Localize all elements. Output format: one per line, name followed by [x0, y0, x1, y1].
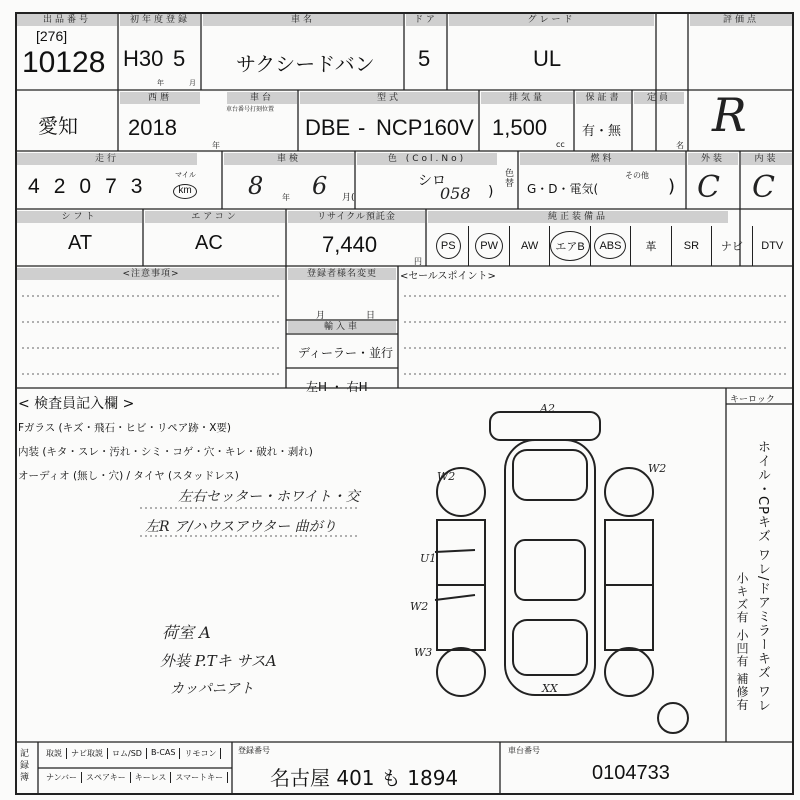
mileage-unit-top: マイル — [175, 171, 196, 179]
equipment-label: ナビ — [720, 241, 743, 253]
header-chassis-no: 車台番号 — [508, 746, 540, 755]
inspection-month: 6 — [312, 172, 328, 200]
owner-month: 月 — [316, 311, 326, 321]
shift-value: AT — [68, 232, 93, 254]
diagram-mark: A2 — [540, 402, 555, 415]
recycle-value: 7,440 — [322, 232, 378, 257]
lot-box: [276] — [36, 28, 68, 44]
handwritten-note: 左右セッター・ホワイト・交 — [178, 489, 360, 505]
equipment-label: 革 — [645, 241, 657, 253]
model-value: NCP160V — [376, 115, 474, 140]
accessory-label: キーレス — [131, 772, 172, 783]
model-prefix: DBE — [305, 115, 351, 140]
header-first-reg: 初年度登録 — [120, 14, 200, 26]
keylock-label: キーロック — [730, 395, 775, 405]
header-aircon: エアコン — [145, 211, 285, 223]
first-reg-era: H30 — [123, 46, 164, 71]
year-suffix: 年 — [212, 141, 220, 150]
inspection-note: 内装 (キタ・スレ・汚れ・シミ・コゲ・穴・キレ・破れ・剥れ) — [18, 446, 313, 458]
diagram-mark: W3 — [414, 646, 433, 659]
fuel-other: その他 — [625, 171, 649, 180]
header-mileage: 走行 — [17, 153, 197, 165]
header-inspection: 車検 — [224, 153, 354, 165]
header-year: 西暦 — [120, 92, 200, 104]
grade-value: UL — [533, 46, 562, 71]
diagram-mark: W2 — [410, 600, 429, 613]
fuel-options: G・D・電気( — [527, 182, 599, 196]
first-reg-year-suffix: 年 — [157, 79, 164, 87]
header-exhibit-no: 出品番号 — [17, 14, 117, 26]
accessory-label: ナンバー — [42, 772, 82, 783]
car-name: サクシードバン — [236, 52, 375, 76]
diagram-mark: XX — [542, 682, 558, 695]
header-owner-change: 登録者様名変更 — [288, 268, 396, 280]
mileage-digit: 4 — [28, 175, 40, 198]
header-reg-no: 登録番号 — [238, 746, 270, 755]
accessory-label: ロム/SD — [108, 748, 147, 759]
handwritten-note: 外装 P.Tキ サスA — [160, 652, 277, 670]
inspection-month-unit: 月( — [342, 193, 355, 203]
header-car-name: 車名 — [203, 14, 403, 26]
displacement-unit: cc — [556, 140, 565, 149]
header-import: 輸入車 — [288, 321, 396, 333]
color-change-label: 色替 — [503, 168, 513, 188]
damage-legend-2: 小キズ有 小凹有 補修有 — [735, 572, 749, 712]
plate-number: 名古屋 401 も 1894 — [270, 766, 459, 790]
year-value: 2018 — [128, 115, 177, 140]
header-capacity: 定員 — [634, 92, 684, 104]
header-recycle: リサイクル預託金 — [288, 211, 425, 223]
accessory-label: B-CAS — [147, 748, 181, 759]
mileage-digit: 7 — [105, 175, 117, 198]
inspection-note: Fガラス (キズ・飛石・ヒビ・リペア跡・X要) — [18, 422, 232, 434]
mileage-digit: 2 — [53, 175, 66, 198]
handle-value: 左H ・ 右H — [306, 380, 368, 394]
model-dash: - — [358, 115, 366, 140]
header-color: 色 (Col.No) — [357, 153, 497, 165]
color-close: ) — [488, 184, 494, 200]
warranty-value: 有・無 — [582, 124, 622, 139]
header-grade: グレード — [449, 14, 654, 26]
equipment-label: AW — [520, 240, 539, 252]
inspection-year: 8 — [248, 172, 264, 200]
inspection-note: オーディオ (無し・穴) / タイヤ (スタッドレス) — [18, 470, 239, 482]
diagram-mark: W2 — [648, 462, 667, 475]
diagram-mark: W2 — [437, 470, 456, 483]
diagram-mark: U1 — [420, 552, 437, 565]
chassis-number: 0104733 — [592, 762, 670, 784]
equipment-label: PS — [436, 233, 461, 259]
header-caution: <注意事項> — [17, 268, 285, 280]
inspector-heading: < 検査員記入欄 > — [18, 396, 135, 412]
lot-number: 10128 — [22, 46, 106, 79]
chassis-note: 車台番号打刻位置 — [226, 106, 275, 113]
mileage-unit-circle: km — [173, 184, 197, 199]
capacity-unit: 名 — [676, 141, 684, 150]
accessory-label: スペアキー — [82, 772, 131, 783]
first-reg-month-suffix: 月 — [189, 79, 196, 87]
header-equipment: 純正装備品 — [428, 211, 728, 223]
color-code: 058 — [440, 184, 471, 203]
header-sales-point: <セールスポイント> — [400, 271, 496, 282]
aircon-value: AC — [195, 232, 223, 254]
color-name: シロ — [418, 173, 446, 189]
equipment-label: SR — [683, 240, 700, 252]
header-rating: 評価点 — [690, 14, 792, 26]
doors-value: 5 — [418, 46, 431, 71]
header-warranty: 保証書 — [576, 92, 631, 104]
first-reg-month: 5 — [173, 46, 186, 71]
equipment-label: ABS — [594, 233, 626, 259]
handwritten-note: カッパニアト — [170, 681, 254, 697]
import-value: ディーラー・並行 — [298, 346, 394, 360]
header-fuel: 燃料 — [520, 153, 685, 165]
interior-grade: C — [752, 170, 775, 205]
recycle-unit: 円 — [414, 257, 422, 266]
region-value: 愛知 — [38, 114, 78, 138]
accessory-label: リモコン — [180, 748, 221, 759]
mileage-digit: 3 — [130, 175, 143, 198]
exterior-grade: C — [697, 170, 720, 205]
handwritten-note: 荷室 A — [162, 623, 211, 642]
damage-legend: ホイル・CPキズ ワレ/ドアミラーキズ ワレ — [755, 440, 770, 713]
header-chassis: 車台 — [227, 92, 297, 104]
displacement-value: 1,500 — [492, 115, 548, 140]
owner-day: 日 — [366, 311, 376, 321]
header-doors: ドア — [406, 14, 446, 26]
accessory-label: スマートキー — [171, 772, 228, 783]
equipment-label: DTV — [761, 240, 784, 252]
fuel-close: ) — [668, 176, 676, 197]
header-displacement: 排気量 — [481, 92, 573, 104]
handwritten-note: 左R ア/ハウスアウター 曲がり — [145, 519, 337, 535]
accessory-label: 取説 — [42, 748, 67, 759]
accessory-label: ナビ取説 — [67, 748, 108, 759]
equipment-label: PW — [475, 233, 503, 259]
header-exterior: 外装 — [688, 153, 738, 165]
header-shift: シフト — [17, 211, 142, 223]
inspection-year-unit: 年 — [282, 193, 290, 202]
header-interior: 内装 — [741, 153, 792, 165]
rating-value: R — [712, 88, 747, 142]
mileage-digit: 0 — [79, 175, 92, 198]
header-model: 型式 — [300, 92, 478, 104]
equipment-label: エアB — [550, 231, 589, 261]
books-label: 記録簿 — [20, 749, 30, 783]
